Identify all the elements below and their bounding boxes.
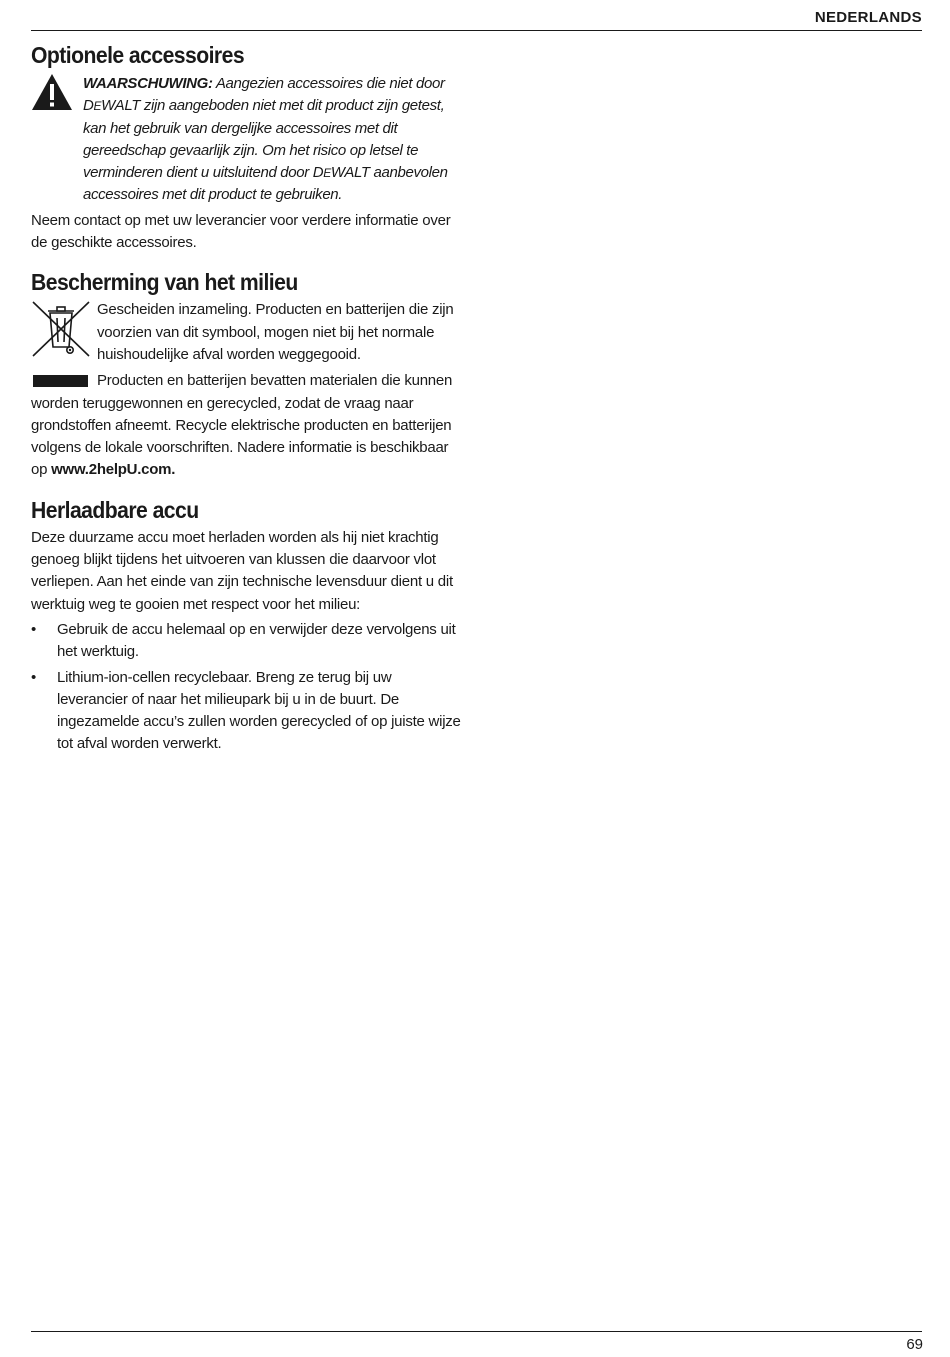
accessories-paragraph: Neem contact op met uw leverancier voor verdere informatie over de geschikte accessoires. xyxy=(31,211,451,252)
warning-text xyxy=(83,73,463,207)
recycle-text: Producten en batterijen bevatten materialen die kunnen worden teruggewonnen en gerecycled, zodat de vraag naar grondstoffen afneemt. Recycle elektrische producten en batterijen volgens de lokale voorschriften. Nadere informatie is beschikbaar op xyxy=(31,372,453,479)
separate-collection-bar-icon xyxy=(33,375,88,387)
section-title-battery: Herlaadbare accu xyxy=(31,496,199,523)
battery-bullet-list xyxy=(31,619,463,756)
crossed-bin-icon xyxy=(31,299,91,359)
bullet-icon: • xyxy=(31,668,37,686)
recycle-paragraph xyxy=(31,370,463,481)
footer-rule xyxy=(31,1331,922,1332)
header-language: NEDERLANDS xyxy=(814,9,922,26)
website-link[interactable]: www.2helpU.com. xyxy=(51,461,176,479)
section-title-accessories: Optionele accessoires xyxy=(31,42,245,68)
list-item-text: Lithium-ion-cellen recyclebaar. Breng ze terug bij uw leverancier of naar het milieupark bij u in de buurt. De ingezamelde accu’s zullen worden gerecycled of op juiste wijze tot afval worden verwerkt. xyxy=(57,668,461,753)
warning-block xyxy=(31,73,463,207)
warning-text-part-2: WALT zijn aangeboden niet met dit product zijn getest, kan het gebruik van dergelijke accessoires met dit gereedschap gevaarlijk zijn. Om het risico op letsel te verminderen dient u uitsluitend door D xyxy=(83,97,445,182)
bullet-icon: • xyxy=(31,620,37,638)
brand-small-cap-2: E xyxy=(323,166,331,181)
section-title-environment: Bescherming van het milieu xyxy=(31,269,298,296)
weee-text: Gescheiden inzameling. Producten en batterijen die zijn voorzien van dit symbool, mogen niet bij het normale huishoudelijke afval worden weggegooid. xyxy=(97,301,454,363)
weee-block xyxy=(31,299,463,366)
warning-text-part-3: WALT aanbevolen accessoires met dit product te gebruiken. xyxy=(83,164,448,204)
list-item xyxy=(31,667,463,756)
header-rule xyxy=(31,30,922,31)
list-item-text: Gebruik de accu helemaal op en verwijder deze vervolgens uit het werktuig. xyxy=(57,620,456,661)
warning-triangle-icon xyxy=(31,73,73,111)
brand-small-cap-1: E xyxy=(93,99,102,114)
warning-label: WAARSCHUWING: xyxy=(83,75,213,92)
list-item xyxy=(31,619,463,664)
battery-paragraph: Deze duurzame accu moet herladen worden als hij niet krachtig genoeg blijkt tijdens het uitvoeren van klussen die daarvoor vlot verliepen. Aan het einde van zijn technische levensduur dient u dit werktuig weg te gooien met respect voor het milieu: xyxy=(31,528,453,613)
warning-text-part-1: Aangezien accessoires die niet door D xyxy=(83,75,445,115)
page-number: 69 xyxy=(906,1336,923,1353)
main-column xyxy=(31,38,463,759)
